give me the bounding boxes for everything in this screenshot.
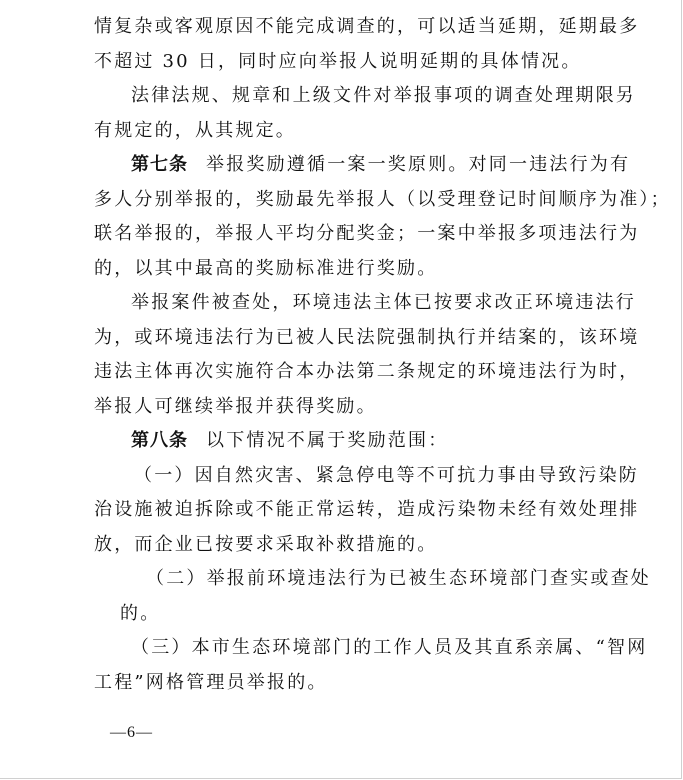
- text-line: 举报案件被查处，环境违法主体已按要求改正环境违法行: [131, 292, 636, 313]
- text-line: 违法主体再次实施符合本办法第二条规定的环境违法行为时，: [94, 361, 640, 382]
- text-line: （一）因自然灾害、紧急停电等不可抗力事由导致污染防: [134, 464, 639, 486]
- text-line: 举报奖励遵循一案一奖原则。对同一违法行为有: [206, 154, 631, 175]
- text-line: 为，或环境违法行为已被人民法院强制执行并结案的，该环境: [94, 326, 640, 348]
- text-line: 不超过 30 日，同时应向举报人说明延期的具体情况。: [94, 50, 582, 72]
- text-line: 法律法规、规章和上级文件对举报事项的调查处理期限另: [131, 85, 636, 106]
- text-line: （二）举报前环境违法行为已被生态环境部门查实或查处: [146, 568, 651, 589]
- text-line: 治设施被迫拆除或不能正常运转，造成污染物未经有效处理排: [94, 499, 640, 520]
- text-line: 工程”网格管理员举报的。: [94, 671, 328, 693]
- article-7-title: 第七条: [131, 154, 188, 175]
- text-line: 的。: [120, 602, 161, 624]
- text-line: 举报人可继续举报并获得奖励。: [94, 395, 377, 417]
- text-line: 联名举报的，举报人平均分配奖金；一案中举报多项违法行为: [94, 223, 640, 244]
- text-line: （三）本市生态环境部门的工作人员及其直系亲属、“智网: [131, 637, 648, 658]
- text-line: 以下情况不属于奖励范围：: [206, 430, 449, 451]
- text-line: 放，而企业已按要求采取补救措施的。: [94, 533, 438, 555]
- text-line: 有规定的，从其规定。: [94, 119, 296, 141]
- text-line: 多人分别举报的，奖励最先举报人（以受理登记时间顺序为准）；: [94, 188, 671, 210]
- page-number: —6—: [110, 724, 153, 741]
- article-7-first-line: [94, 148, 631, 183]
- text-line: 情复杂或客观原因不能完成调查的，可以适当延期，延期最多: [94, 16, 640, 37]
- article-8-title: 第八条: [131, 430, 188, 451]
- text-line: 的，以其中最高的奖励标准进行奖励。: [94, 257, 438, 279]
- document-body: [94, 10, 671, 700]
- article-8-first-line: [94, 424, 594, 459]
